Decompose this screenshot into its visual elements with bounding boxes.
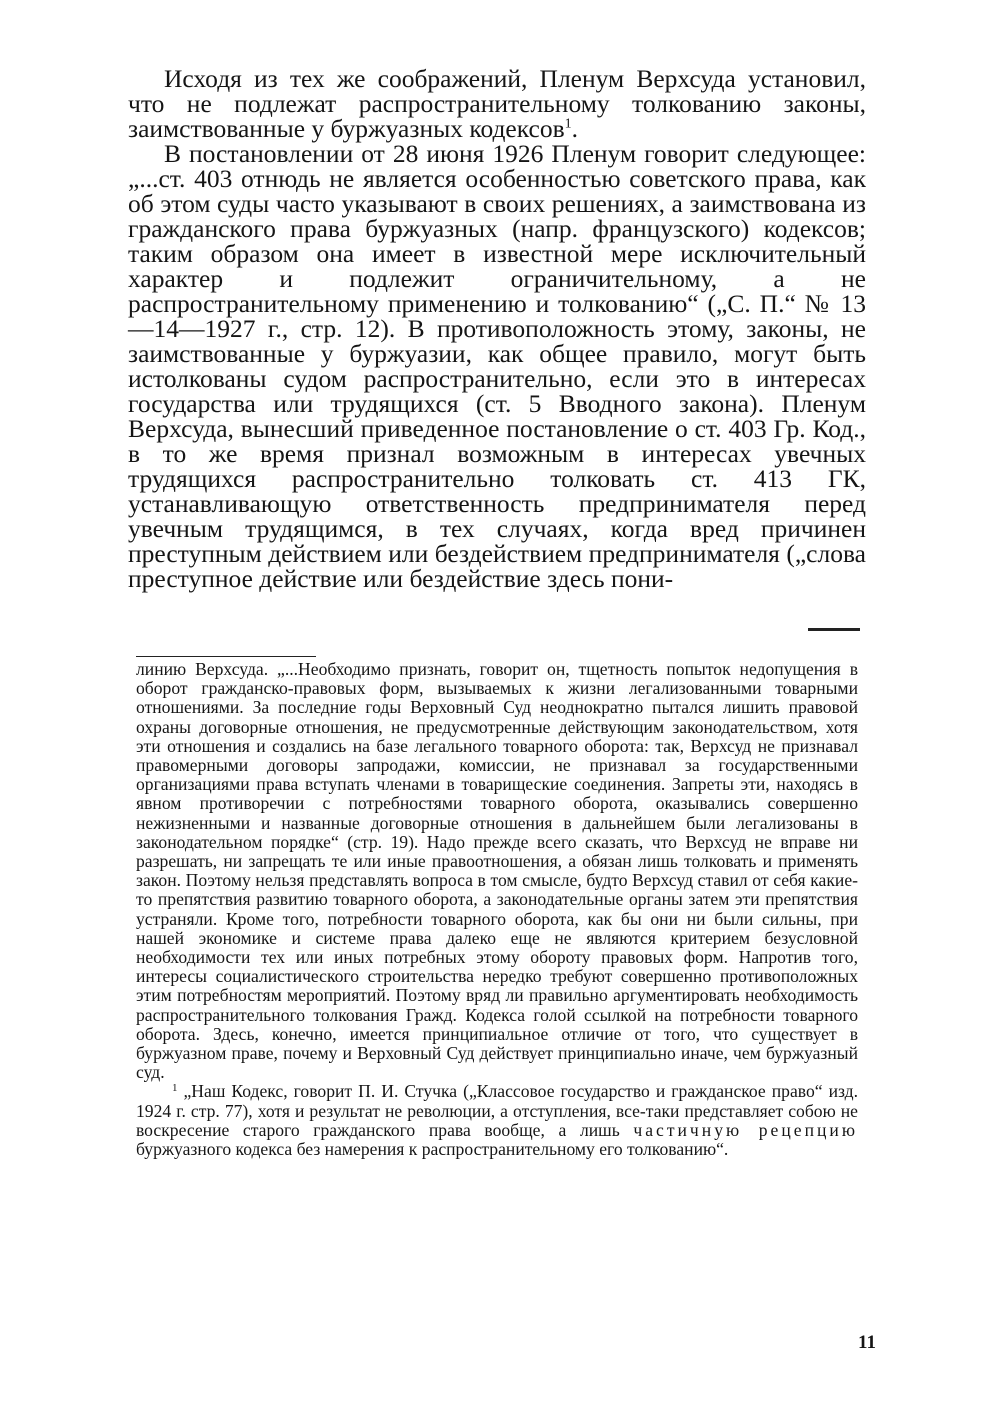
footnote-1-text-a: „Наш Кодекс, говорит П. И. Стучка („Классовое государство и гражданское право“ изд. 1924 г. стр. 77), хотя и результат не революции, а отступления, все-таки представляет собою не воскресение старого гражданского права вообще, а лишь [136, 1081, 858, 1140]
document-page [128, 64, 876, 1396]
footnote-1 [136, 1082, 858, 1159]
paragraph-1-text: Исходя из тех же соображений, Пленум Верхсуда установил, что не подлежат распространительному толкованию законы, заимствованные у буржуазных кодексов [128, 64, 866, 143]
paragraph-1-end: . [571, 114, 578, 143]
corner-mark [808, 628, 860, 631]
footnote-separator [136, 656, 316, 657]
footnote-1-number: 1 [172, 1081, 178, 1094]
paragraph-2: В постановлении от 28 июня 1926 Пленум говорит следующее: „...ст. 403 отнюдь не является особенностью советского права, как об этом суды часто указывают в своих решениях, а заимствована из гражданского права буржуазных (напр. французского) кодексов; таким образом она имеет в известной мере исключительный характер и подлежит ограничительному, а не распространительному применению и толкованию“ („С. П.“ № 13—14—1927 г., стр. 12). В противоположность этому, законы, не заимствованные у буржуазии, как общее правило, могут быть истолкованы судом распространительно, если это в интересах государства или трудящихся (ст. 5 Вводного закона). Пленум Верхсуда, вынесший приведенное постановление о ст. 403 Гр. Код., в то же время признал возможным в интересах увечных трудящихся распространительно толковать ст. 413 ГК, устанавливающую ответственность предпринимателя перед увечным трудящимся, в тех случаях, когда вред причинен преступным действием или бездействием предпринимателя („слова преступное действие или бездействие здесь пони- [128, 139, 866, 593]
footnote-1-text-b: буржуазного кодекса без намерения к распространительному его толкованию“. [136, 1139, 729, 1160]
main-text [128, 66, 866, 591]
footnotes [136, 660, 858, 1159]
paragraph-1 [128, 66, 866, 141]
footnote-reference-1: 1 [564, 116, 572, 132]
footnote-1-spaced-text: частичную рецепцию [633, 1119, 858, 1140]
footnote-continuation: линию Верхсуда. „...Необходимо признать, говорит он, тщетность попыток недопущения в оборот гражданско-правовых форм, вызываемых к жизни легализованными товарными отношениями. За последние годы Верховный Суд неоднократно пытался лишить правовой охраны договорные отношения, не предусмотренные действующим законодательством, хотя эти отношения и создались на базе легального товарного оборота: так, Верхсуд не признавал правомерными договоры запродажи, комиссии, не признавал за государственными организациями права вступать членами в товарищеские соединения. Запреты эти, находясь в явном противоречии с потребностями товарного оборота, оказывались совершенно нежизненными и названные договорные отношения в дальнейшем были легализованы в законодательном порядке“ (стр. 19). Надо прежде всего сказать, что Верхсуд не вправе ни разрешать, ни запрещать те или иные правоотношения, а обязан лишь толковать и применять закон. Поэтому нельзя представлять вопроса в том смысле, будто Верхсуд ставил от себя какие-то препятствия развитию товарного оборота, а законодательные органы затем эти препятствия устраняли. Кроме того, потребности товарного оборота, как бы они ни были сильны, при нашей экономике и системе права далеко еще не являются критерием безусловной необходимости тех или иных потребных этому обороту правовых форм. Напротив того, интересы социалистического строительства нередко требуют совершенно противоположных этим потребностям мероприятий. Поэтому вряд ли правильно аргументировать необходимость распространительного толкования Гражд. Кодекса голой ссылкой на потребности товарного оборота. Здесь, конечно, имеется принципиальное отличие от того, что существует в буржуазном праве, почему и Верховный Суд действует принципиально иначе, чем буржуазный суд. [136, 659, 858, 1083]
page-number: 11 [858, 1332, 876, 1353]
